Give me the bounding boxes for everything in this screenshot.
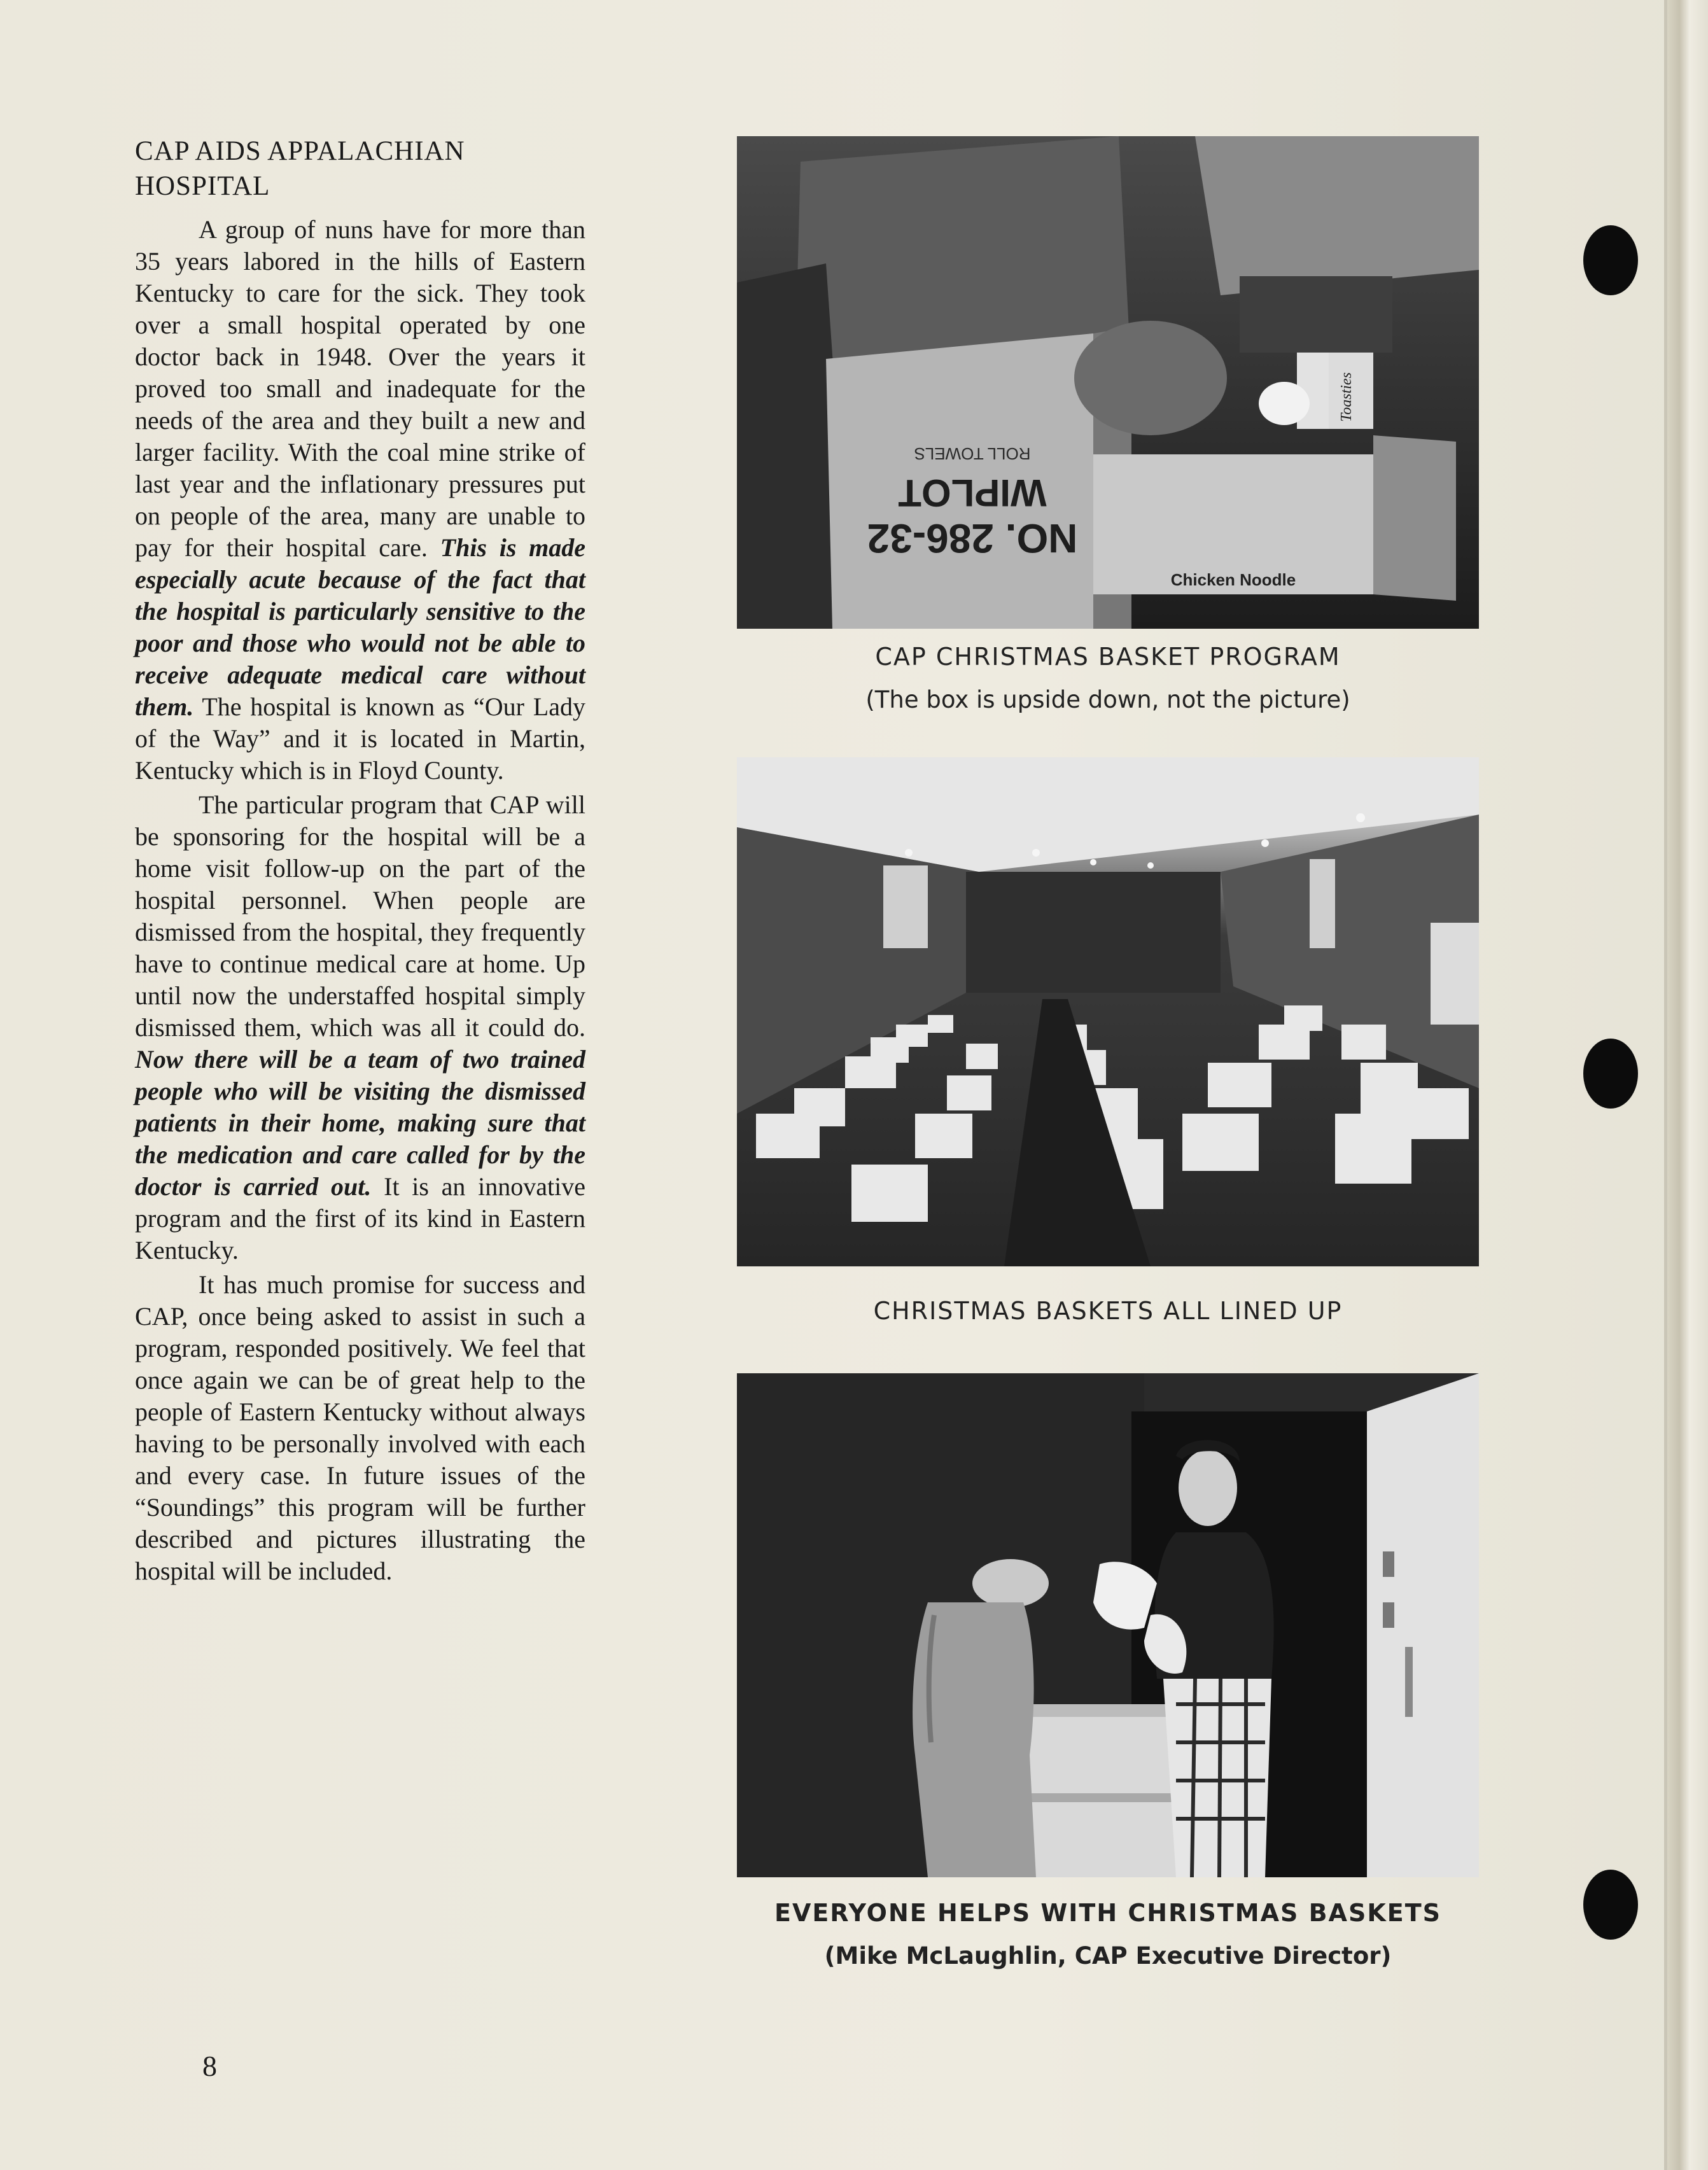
article-paragraph-1 — [135, 214, 585, 787]
p2-text-c: It is an innovative program and the first of its kind in Eastern Kentucky. — [135, 1172, 586, 1264]
subcaption-basket-program: (The box is upside down, not the picture) — [865, 686, 1350, 713]
subcaption-everyone-helps: (Mike McLaughlin, CAP Executive Director) — [824, 1942, 1392, 1970]
headline-line-2: HOSPITAL — [135, 171, 270, 201]
box-label-number: NO. 286-32 — [867, 515, 1078, 561]
punch-hole-middle — [1583, 1039, 1638, 1109]
page-edge — [1667, 0, 1708, 2170]
box-label-soup: Chicken Noodle — [1170, 570, 1296, 589]
photo-basket-boxes — [737, 136, 1479, 629]
page-number: 8 — [202, 2050, 217, 2082]
headline-line-1: CAP AIDS APPALACHIAN — [135, 136, 465, 166]
photo-hall-baskets — [737, 757, 1479, 1266]
article-paragraph-2 — [135, 789, 585, 1266]
box-label-brand: WIPLOT — [898, 472, 1047, 514]
caption-basket-program: CAP CHRISTMAS BASKET PROGRAM — [875, 643, 1341, 671]
figure-everyone-helps — [737, 1373, 1479, 1970]
article-column — [135, 134, 585, 1590]
p1-text-a: A group of nuns have for more than 35 years labored in the hills of Eastern Kentucky to care for the sick. They took over a small hospital operated by one doctor back in 1948. Over the years it proved too small and inadequate for the needs of the area and they built a new and larger facility. With the coal mine strike of last year and the inflationary pressures put on people of the area, many are unable to pay for their hospital care. — [135, 215, 585, 562]
punch-hole-top — [1583, 225, 1638, 295]
p1-emphasis: This is made especially acute because of the fact that the hospital is particularly sensitive to the poor and those who would not be able to receive adequate medical care without them. — [135, 533, 586, 721]
caption-baskets-lined-up: CHRISTMAS BASKETS ALL LINED UP — [873, 1297, 1343, 1325]
punch-hole-bottom — [1583, 1870, 1638, 1940]
photo-volunteers-packing — [737, 1373, 1479, 1877]
figure-basket-program — [737, 136, 1479, 713]
box-label-cereal: Toasties — [1338, 372, 1355, 422]
article-headline — [135, 134, 585, 204]
p2-text-a: The particular program that CAP will be sponsoring for the hospital will be a home visit follow-up on the part of the hospital personnel. When people are dismissed from the hospital, they frequently have to continue medical care at home. Up until now the understaffed hospital simply dismissed them, which was all it could do. — [135, 790, 585, 1042]
p1-text-c: The hospital is known as “Our Lady of the Way” and it is located in Martin, Kentucky which is in Floyd County. — [135, 692, 585, 785]
box-label-product: ROLL TOWELS — [914, 444, 1031, 463]
figure-baskets-lined-up — [737, 757, 1479, 1325]
article-paragraph-3: It has much promise for success and CAP, once being asked to assist in such a program, responded positively. We feel that once again we can be of great help to the people of Eastern Kentucky without always having to be personally involved with each and every case. In future issues of the “Soundings” this program will be further described and pictures illustrating the hospital will be included. — [135, 1270, 585, 1585]
p2-emphasis: Now there will be a team of two trained people who will be visiting the dismissed patients in their home, making sure that the medication and care called for by the doctor is carried out. — [135, 1045, 585, 1201]
caption-everyone-helps: EVERYONE HELPS WITH CHRISTMAS BASKETS — [774, 1899, 1442, 1927]
